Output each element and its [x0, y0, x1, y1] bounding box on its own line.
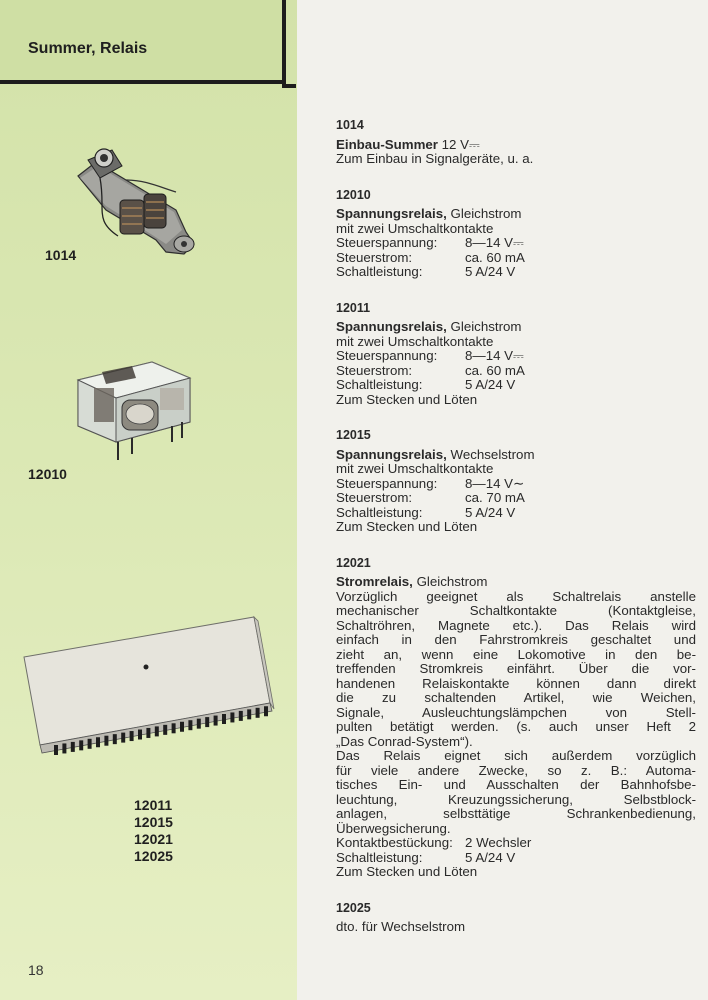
spec-key: Steuerstrom:	[336, 362, 413, 378]
module-pin	[71, 742, 75, 752]
entry-title	[336, 448, 696, 463]
spec-row	[336, 851, 696, 866]
module-pin	[205, 717, 209, 727]
body-line: Das Relais eignet sich außerdem vorzüglich	[336, 748, 696, 763]
spec-row	[336, 506, 696, 521]
entry-code: 12021	[336, 555, 371, 570]
page-number: 18	[28, 962, 44, 978]
relay-module-photo	[20, 613, 276, 763]
entry-code: 1014	[336, 118, 364, 132]
body-line: Überwegsicherung.	[336, 820, 451, 836]
entry-name-suffix: Gleichstrom	[446, 319, 522, 334]
body-line: pulten betätigt werden. (s. auch unser Heft 2	[336, 719, 696, 734]
entry-code: 12025	[336, 900, 371, 915]
entry-description: Zum Einbau in Signalgeräte, u. a.	[336, 151, 534, 166]
module-pin	[54, 745, 58, 755]
spec-key: Steuerspannung:	[336, 235, 438, 250]
figure-label-12011: 12011	[134, 797, 173, 813]
module-pin	[247, 709, 251, 719]
figure-label-12015: 12015	[134, 814, 173, 830]
body-line: die zu schaltenden Artikel, wie Weichen,	[336, 690, 696, 705]
body-line: Vorzüglich geeignet als Schaltrelais anstelle	[336, 588, 696, 604]
section-header-box	[0, 0, 286, 84]
entry-title	[336, 575, 696, 590]
entry-name: Stromrelais,	[336, 574, 413, 589]
body-line: Signale, Ausleuchtungslämpchen von Stell-	[336, 704, 696, 720]
product-entries	[336, 118, 696, 956]
entry-12010	[336, 188, 696, 280]
body-line: tisches Ein- und Ausschalten der Bahnhofsbe-	[336, 777, 696, 792]
spec-value: 8—14 V⎓	[465, 348, 524, 363]
entry-12025	[336, 901, 696, 935]
body-line: leuchtung, Kreuzungssicherung, Selbstblock-	[336, 791, 696, 807]
body-line: mechanischer Schaltkontakte (Kontaktgleise,	[336, 603, 696, 618]
module-pin	[146, 728, 150, 738]
spec-row	[336, 236, 696, 251]
entry-name: Spannungsrelais,	[336, 206, 447, 221]
entry-title	[336, 207, 696, 222]
spec-value: 5 A/24 V	[465, 849, 516, 865]
spec-value: 8—14 V⎓	[465, 235, 524, 250]
module-pin	[163, 725, 167, 735]
figure-label-12025: 12025	[134, 848, 173, 864]
module-pin	[88, 739, 92, 749]
spec-key: Steuerstrom:	[336, 249, 413, 265]
spec-value: ca. 60 mA	[465, 362, 525, 378]
figure-label-1014: 1014	[45, 247, 77, 263]
body-line: handenen Relaiskontakte können dann direkt	[336, 675, 696, 691]
entry-12021	[336, 556, 696, 880]
module-pin	[264, 706, 268, 716]
spec-value: 5 A/24 V	[465, 377, 516, 392]
body-line: einfach in den Fahrstromkreis geschaltet und	[336, 632, 696, 647]
module-pin	[230, 712, 234, 722]
module-pin	[239, 711, 243, 721]
module-pin	[197, 719, 201, 729]
relay-photo	[72, 358, 194, 464]
spec-key: Schaltleistung:	[336, 377, 423, 392]
entry-name: Einbau-Summer	[336, 136, 438, 152]
entry-name-suffix: Gleichstrom	[412, 574, 488, 589]
body-line: zieht an, wenn eine Lokomotive in den be-	[336, 646, 696, 662]
body-line: „Das Conrad-System“).	[336, 733, 473, 749]
entry-12011	[336, 301, 696, 408]
entry-code: 12015	[336, 428, 371, 442]
module-pin	[222, 714, 226, 724]
entry-name: Spannungsrelais,	[336, 319, 447, 334]
module-pin	[155, 726, 159, 736]
body-line: anlagen, selbsttätige Schrankenbedienung,	[336, 806, 696, 821]
entry-subtitle: mit zwei Umschaltkontakte	[336, 461, 494, 476]
entry-title	[336, 320, 696, 335]
spec-key: Steuerspannung:	[336, 348, 438, 363]
entry-name-suffix: Gleichstrom	[446, 206, 522, 221]
spec-value: 5 A/24 V	[465, 264, 516, 279]
module-pin	[121, 733, 125, 743]
spec-key: Steuerspannung:	[336, 475, 438, 491]
entry-mounting-note: Zum Stecken und Löten	[336, 864, 478, 879]
module-pin	[180, 722, 184, 732]
buzzer-photo	[66, 140, 201, 260]
body-line: für viele andere Zwecke, so z. B.: Automa-	[336, 762, 696, 778]
spec-row	[336, 265, 696, 280]
module-pin	[188, 720, 192, 730]
figure-label-12010: 12010	[28, 466, 67, 482]
module-pin	[79, 740, 83, 750]
spec-row	[336, 477, 696, 492]
entry-description: dto. für Wechselstrom	[336, 919, 466, 934]
figure-label-12021: 12021	[134, 831, 173, 847]
spec-value: ca. 70 mA	[465, 490, 525, 505]
entry-code: 12011	[336, 300, 371, 315]
entry-title	[336, 138, 696, 153]
entry-name-suffix: 12 V⎓	[437, 136, 480, 152]
entry-code: 12010	[336, 187, 371, 202]
spec-row	[336, 364, 696, 379]
module-pin	[96, 737, 100, 747]
module-pin	[256, 708, 260, 718]
section-title: Summer, Relais	[28, 40, 148, 57]
spec-key: Kontaktbestückung:	[336, 835, 453, 850]
spec-value: 2 Wechsler	[465, 835, 532, 850]
spec-key: Schaltleistung:	[336, 849, 423, 865]
entry-mounting-note: Zum Stecken und Löten	[336, 391, 478, 407]
module-pin	[113, 734, 117, 744]
module-pin	[172, 723, 176, 733]
module-pin	[138, 730, 142, 740]
entry-12015	[336, 428, 696, 535]
entry-mounting-note: Zum Stecken und Löten	[336, 519, 478, 534]
spec-row	[336, 349, 696, 364]
spec-row	[336, 836, 696, 851]
figure-labels-module	[134, 797, 173, 865]
module-pin	[130, 731, 134, 741]
module-pin	[104, 736, 108, 746]
spec-key: Schaltleistung:	[336, 264, 423, 279]
spec-row	[336, 251, 696, 266]
spec-key: Steuerstrom:	[336, 490, 413, 505]
entry-subtitle: mit zwei Umschaltkontakte	[336, 220, 494, 236]
spec-value: 5 A/24 V	[465, 504, 516, 520]
module-pin	[214, 716, 218, 726]
header-rule	[282, 84, 296, 88]
entry-1014	[336, 118, 696, 167]
spec-row	[336, 491, 696, 506]
entry-name: Spannungsrelais,	[336, 446, 447, 462]
module-pin	[62, 743, 66, 753]
body-line: treffenden Stromkreis einfährt. Über die vor-	[336, 661, 696, 676]
entry-subtitle: mit zwei Umschaltkontakte	[336, 333, 494, 349]
spec-value: ca. 60 mA	[465, 249, 525, 265]
spec-row	[336, 378, 696, 393]
entry-name-suffix: Wechselstrom	[446, 446, 535, 462]
body-line: Schaltröhren, Magnete etc.). Das Relais wird	[336, 617, 696, 633]
spec-value: 8—14 V∼	[465, 475, 525, 491]
spec-key: Schaltleistung:	[336, 504, 423, 520]
